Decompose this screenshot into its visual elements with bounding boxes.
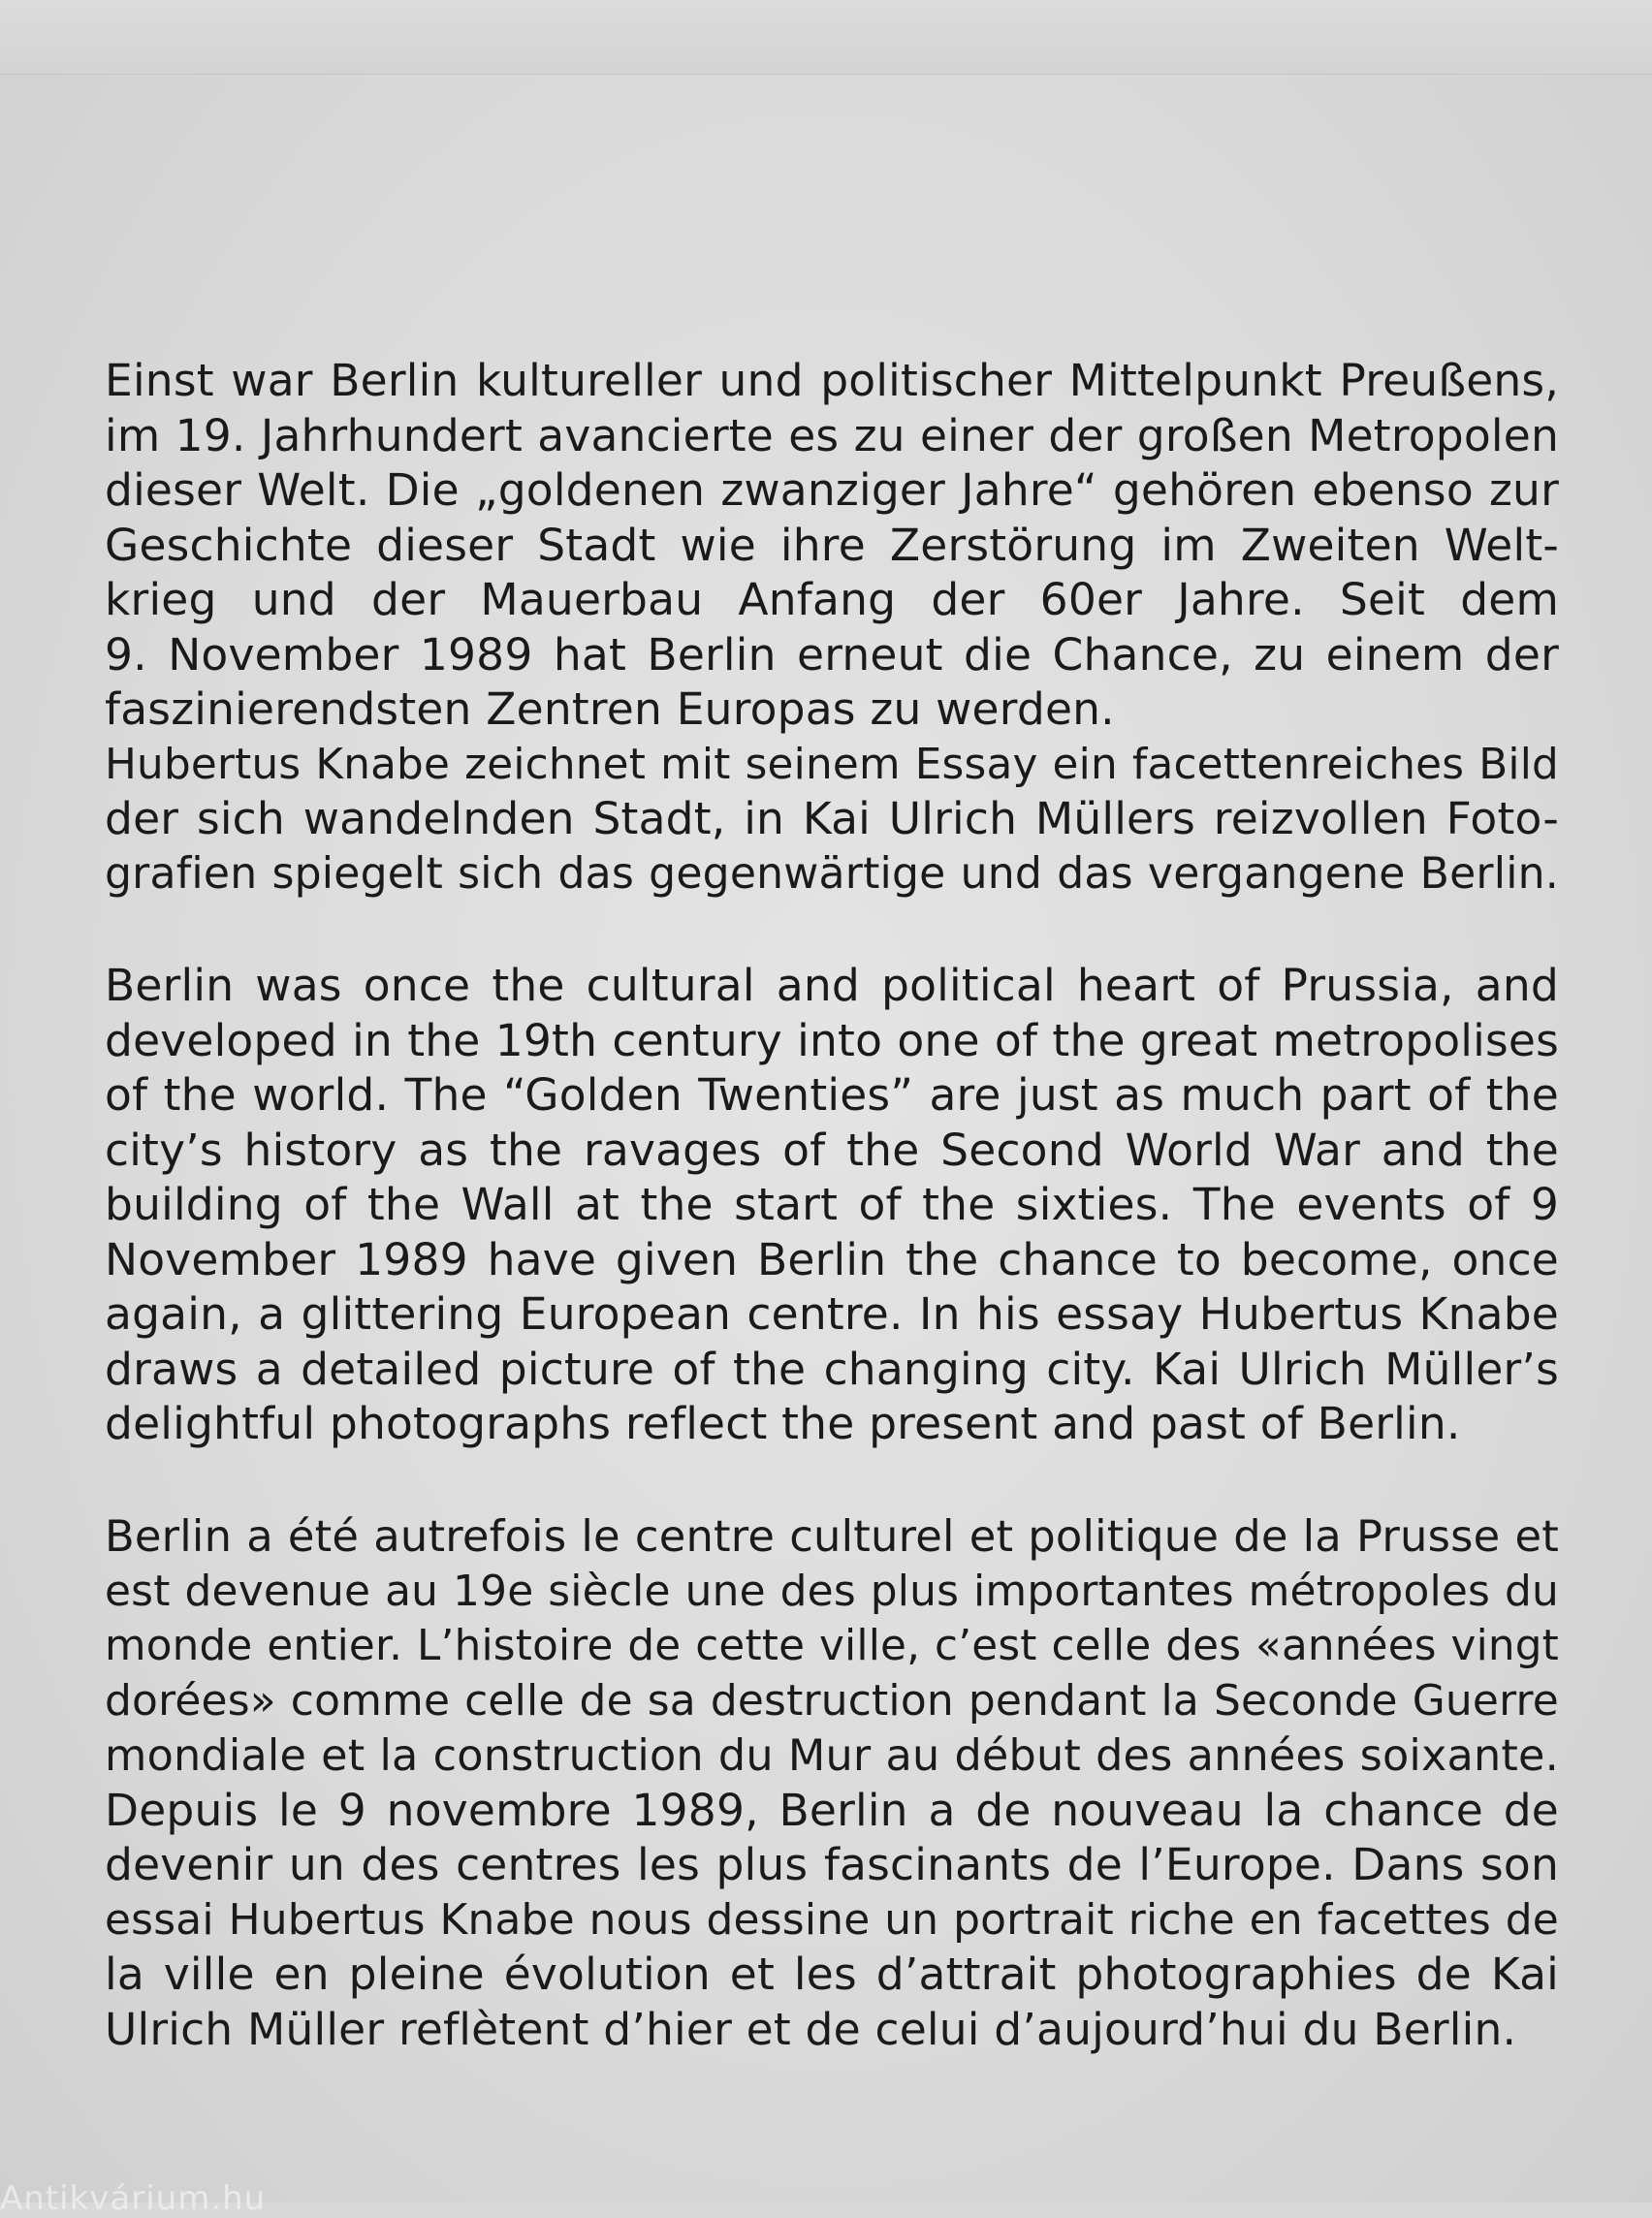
text-line: Hubertus Knabe zeichnet mit seinem Essay ein facettenreiches Bild <box>105 739 1559 789</box>
text-line: im 19. Jahrhundert avancierte es zu einer der großen Metropolen <box>105 409 1559 461</box>
text-line: Depuis le 9 novembre 1989, Berlin a de nouveau la chance de <box>105 1784 1559 1836</box>
text-line: again, a glittering European centre. In his essay Hubertus Knabe <box>105 1288 1559 1340</box>
text-line: draws a detailed picture of the changing city. Kai Ulrich Müller’s <box>105 1343 1559 1395</box>
text-line: city’s history as the ravages of the Second World War and the <box>105 1124 1559 1176</box>
text-line: 9. November 1989 hat Berlin erneut die Chance, zu einem der <box>105 628 1559 681</box>
text-line: Einst war Berlin kultureller und politischer Mittelpunkt Preußens, <box>105 355 1559 406</box>
text-line: est devenue au 19e siècle une des plus importantes métropoles du <box>105 1566 1559 1616</box>
page-top-edge <box>0 0 1652 75</box>
text-line: der sich wandelnden Stadt, in Kai Ulrich Müllers reizvollen Foto- <box>105 793 1559 844</box>
text-line: delightful photographs reflect the present and past of Berlin. <box>105 1398 1461 1449</box>
text-line: November 1989 have given Berlin the chance to become, once <box>105 1233 1559 1285</box>
french-paragraph <box>105 1509 1559 2057</box>
text-line: Geschichte dieser Stadt wie ihre Zerstörung im Zweiten Welt- <box>105 519 1559 571</box>
text-line: Ulrich Müller reflètent d’hier et de celui d’aujourd’hui du Berlin. <box>105 2003 1517 2055</box>
text-line: Berlin a été autrefois le centre culturel et politique de la Prusse et <box>105 1510 1559 1562</box>
text-line: of the world. The “Golden Twenties” are just as much part of the <box>105 1069 1559 1121</box>
text-line: grafien spiegelt sich das gegenwärtige und das vergangene Berlin. <box>105 848 1559 899</box>
text-line: Berlin was once the cultural and political heart of Prussia, and <box>105 960 1559 1011</box>
english-paragraph <box>105 959 1559 1452</box>
text-line: dorées» comme celle de sa destruction pendant la Seconde Guerre <box>105 1675 1559 1726</box>
text-line: mondiale et la construction du Mur au début des années soixante. <box>105 1730 1559 1781</box>
text-line: dieser Welt. Die „goldenen zwanziger Jahre“ gehören ebenso zur <box>105 464 1559 516</box>
watermark: Antikvárium.hu <box>0 2179 267 2218</box>
text-line: building of the Wall at the start of the sixties. The events of 9 <box>105 1179 1559 1230</box>
text-line: monde entier. L’histoire de cette ville, c’est celle des «années vingt <box>105 1621 1559 1670</box>
text-line: essai Hubertus Knabe nous dessine un portrait riche en facettes de <box>105 1894 1559 1945</box>
text-line: la ville en pleine évolution et les d’attrait photographies de Kai <box>105 1949 1559 2000</box>
text-line: krieg und der Mauerbau Anfang der 60er Jahre. Seit dem <box>105 574 1559 625</box>
book-page <box>0 75 1652 2202</box>
german-paragraph <box>105 354 1559 902</box>
text-line: devenir un des centres les plus fascinants de l’Europe. Dans son <box>105 1839 1559 1890</box>
text-line: developed in the 19th century into one of the great metropolises <box>105 1014 1559 1066</box>
text-line: faszinierendsten Zentren Europas zu werden. <box>105 683 1115 735</box>
